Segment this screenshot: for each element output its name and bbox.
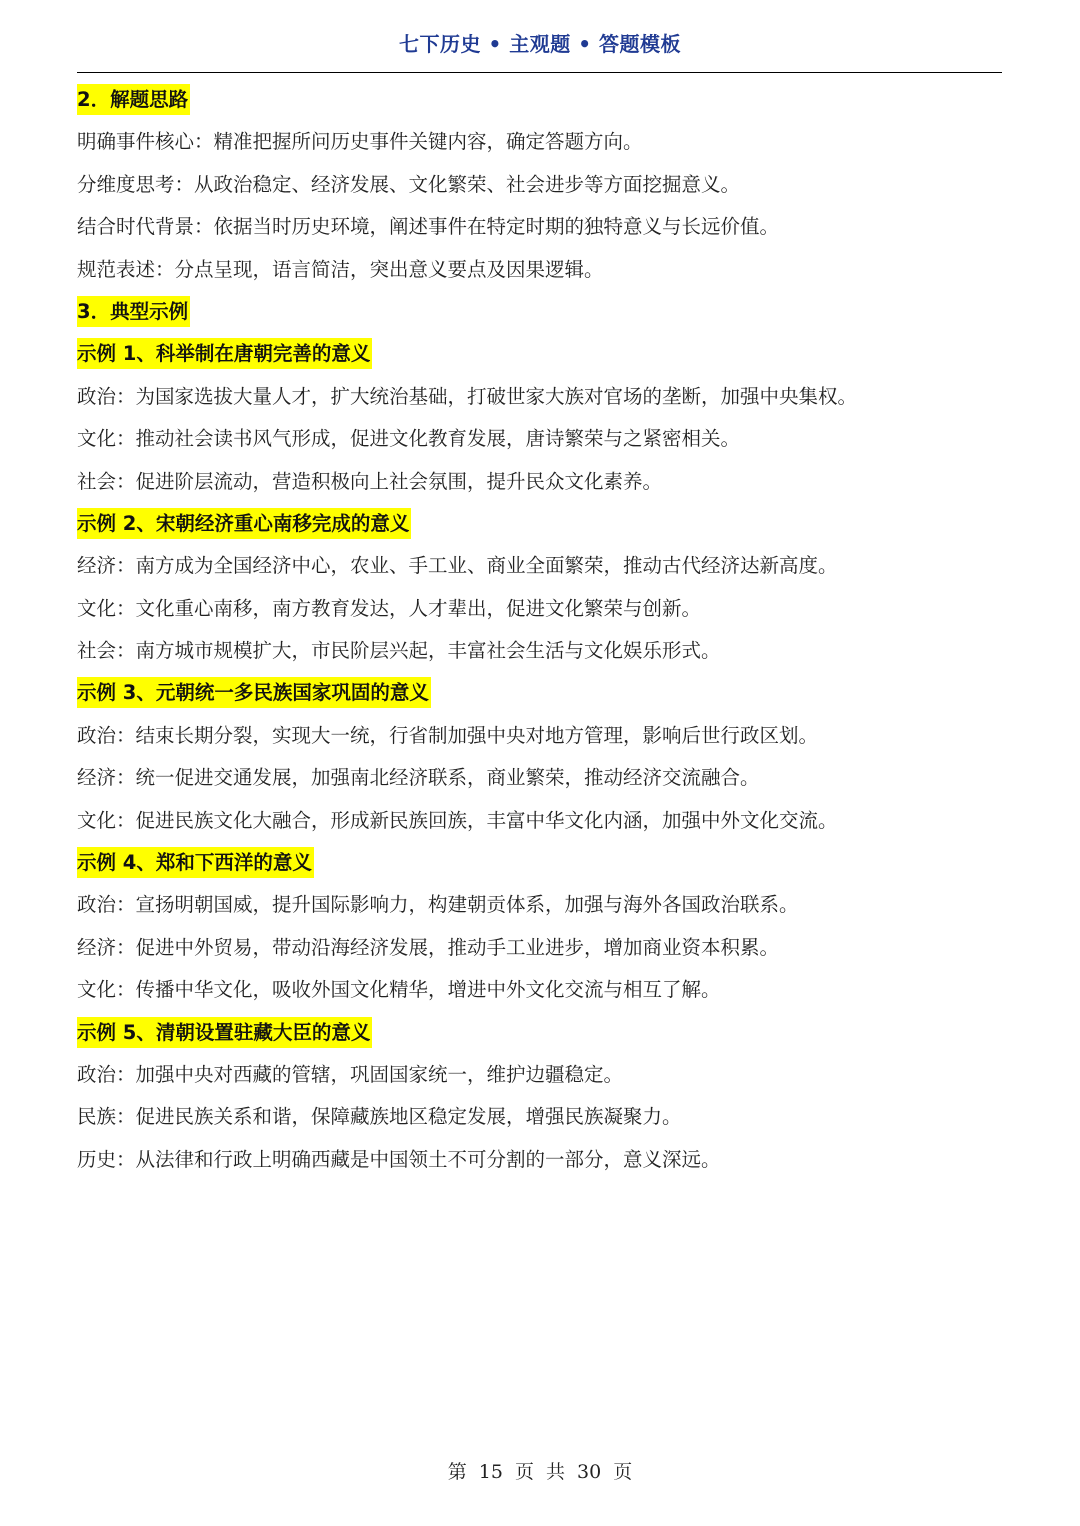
body-line: 经济：促进中外贸易，带动沿海经济发展，推动手工业进步，增加商业资本积累。 [77, 935, 780, 959]
body-line: 政治：为国家选拔大量人才，扩大统治基础，打破世家大族对官场的垄断，加强中央集权。 [77, 384, 858, 408]
header-divider [77, 72, 1002, 73]
body-line: 政治：宣扬明朝国威，提升国际影响力，构建朝贡体系，加强与海外各国政治联系。 [77, 893, 799, 917]
body-line: 政治：加强中央对西藏的管辖，巩固国家统一，维护边疆稳定。 [77, 1062, 624, 1086]
body-line: 经济：南方成为全国经济中心，农业、手工业、商业全面繁荣，推动古代经济达新高度。 [77, 554, 838, 578]
example-title-text: 示例 3、元朝统一多民族国家巩固的意义 [77, 677, 431, 708]
body-line: 民族：促进民族关系和谐，保障藏族地区稳定发展，增强民族凝聚力。 [77, 1105, 682, 1129]
section-heading [77, 79, 1002, 121]
example-title-text: 示例 1、科举制在唐朝完善的意义 [77, 338, 372, 369]
body-line: 文化：促进民族文化大融合，形成新民族回族，丰富中华文化内涵，加强中外文化交流。 [77, 808, 838, 832]
body-line: 社会：促进阶层流动，营造积极向上社会氛围，提升民众文化素养。 [77, 469, 663, 493]
body-line: 政治：结束长期分裂，实现大一统，行省制加强中央对地方管理，影响后世行政区划。 [77, 723, 819, 747]
section-heading-text: 2．解题思路 [77, 84, 190, 115]
example-title [77, 503, 1002, 545]
body-line: 分维度思考：从政治稳定、经济发展、文化繁荣、社会进步等方面挖掘意义。 [77, 172, 741, 196]
example-title-text: 示例 2、宋朝经济重心南移完成的意义 [77, 508, 411, 539]
example-title [77, 1012, 1002, 1054]
page-header-title: 七下历史 • 主观题 • 答题模板 [399, 32, 681, 56]
example-title-text: 示例 4、郑和下西洋的意义 [77, 847, 314, 878]
example-title [77, 672, 1002, 714]
document-body [77, 79, 1002, 1181]
body-line: 文化：传播中华文化，吸收外国文化精华，增进中外文化交流与相互了解。 [77, 978, 721, 1002]
body-line: 文化：推动社会读书风气形成，促进文化教育发展，唐诗繁荣与之紧密相关。 [77, 427, 741, 451]
body-line: 历史：从法律和行政上明确西藏是中国领土不可分割的一部分，意义深远。 [77, 1147, 721, 1171]
body-line: 明确事件核心：精准把握所问历史事件关键内容，确定答题方向。 [77, 130, 643, 154]
body-line: 文化：文化重心南移，南方教育发达，人才辈出，促进文化繁荣与创新。 [77, 596, 702, 620]
example-title [77, 333, 1002, 375]
example-title [77, 842, 1002, 884]
body-line: 经济：统一促进交通发展，加强南北经济联系，商业繁荣，推动经济交流融合。 [77, 766, 760, 790]
page-number: 第 15 页 共 30 页 [447, 1461, 633, 1483]
body-line: 结合时代背景：依据当时历史环境，阐述事件在特定时期的独特意义与长远价值。 [77, 215, 780, 239]
example-title-text: 示例 5、清朝设置驻藏大臣的意义 [77, 1017, 372, 1048]
body-line: 社会：南方城市规模扩大，市民阶层兴起，丰富社会生活与文化娱乐形式。 [77, 639, 721, 663]
body-line: 规范表述：分点呈现，语言简洁，突出意义要点及因果逻辑。 [77, 257, 604, 281]
section-heading-text: 3．典型示例 [77, 296, 190, 327]
section-heading [77, 291, 1002, 333]
